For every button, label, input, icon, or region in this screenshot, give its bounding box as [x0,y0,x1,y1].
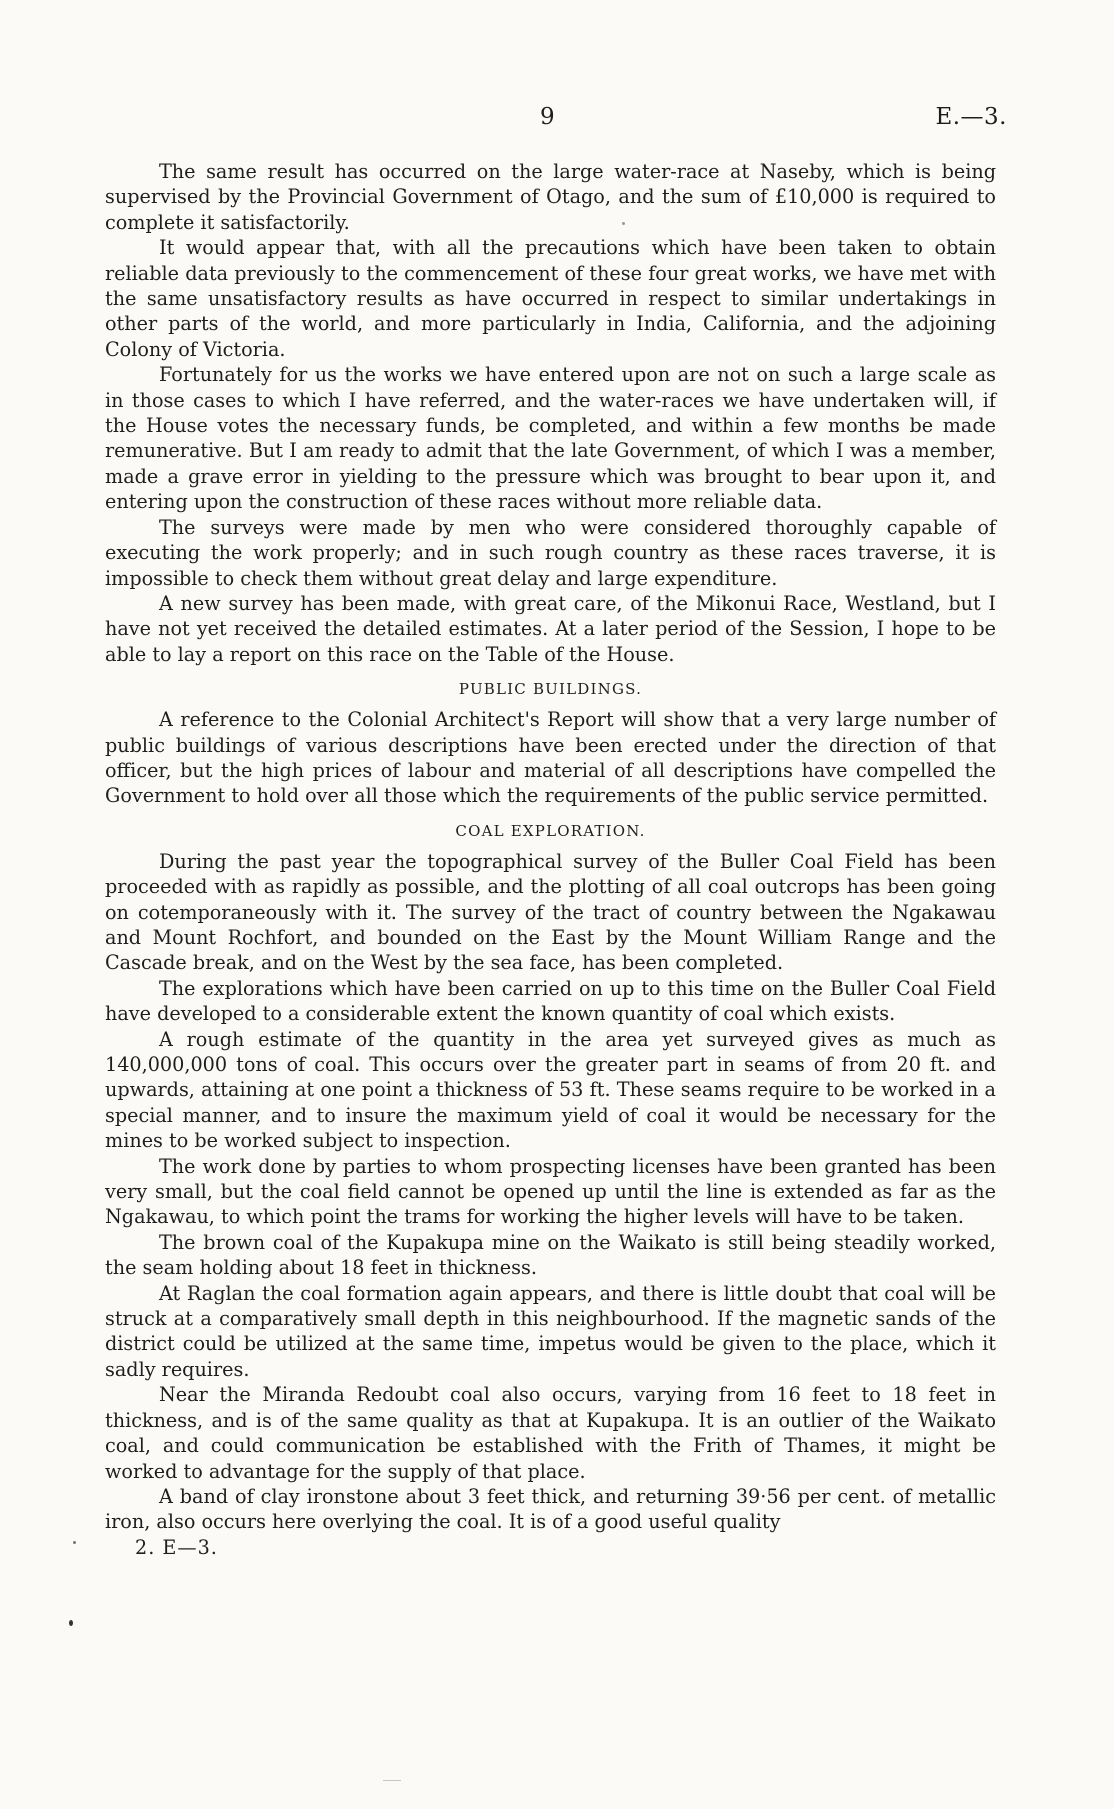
margin-mark [69,1620,73,1626]
paragraph: The surveys were made by men who were considered thoroughly capable of executing the work properly; and in such rough country as these races traverse, it is impossible to check them without great delay and large expenditure. [105,515,996,590]
paragraph: A rough estimate of the quantity in the area yet surveyed gives as much as 140,000,000 tons of coal. This occurs over the greater part in seams of from 20 ft. and upwards, attaining at one point a thickness of 53 ft. These seams require to be worked in a special manner, and to insure the maximum yield of coal it would be necessary for the mines to be worked subject to inspection. [105,1027,996,1153]
paragraph: It would appear that, with all the precautions which have been taken to obtain reliable data previously to the commencement of these four great works, we have met with the same unsatisfactory results as have occurred in respect to similar undertakings in other parts of the world, and more particularly in India, California, and the adjoining Colony of Victoria. [105,236,996,361]
section-heading-coal-exploration: COAL EXPLORATION. [455,821,646,840]
document-reference: E.—3. [935,104,1007,130]
margin-mark [73,1541,76,1544]
section-heading-public-buildings: PUBLIC BUILDINGS. [458,680,643,699]
paragraph: A reference to the Colonial Architect's Report will show that a very large number of public buildings of various descriptions have been erected under the direction of that officer, but the high prices of labour and material of all descriptions have compelled the Government to hold over all those which the requirements of the public service permitted. [105,708,996,808]
body-text [105,159,996,1560]
paragraph: During the past year the topographical survey of the Buller Coal Field has been proceeded with as rapidly as possible, and the plotting of all coal outcrops has been going on cotemporaneously with it. The survey of the tract of country between the Ngakawau and Mount Rochfort, and bounded on the East by the Mount William Range and the Cascade break, and on the West by the sea face, has been completed. [105,849,996,975]
paragraph: Near the Miranda Redoubt coal also occurs, varying from 16 feet to 18 feet in thickness, and is of the same quality as that at Kupakupa. It is an outlier of the Waikato coal, and could communication be established with the Frith of Thames, it might be worked to advantage for the supply of that place. [105,1383,996,1483]
print-speck [622,222,625,225]
paragraph: At Raglan the coal formation again appears, and there is little doubt that coal will be struck at a comparatively small depth in this neighbourhood. If the magnetic sands of the district could be utilized at the same time, impetus would be given to the place, which it sadly requires. [105,1281,996,1381]
bottom-rule [383,1780,401,1781]
page-number: 9 [540,104,555,130]
sheet-signature: 2. E—3. [135,1535,218,1559]
paragraph: The same result has occurred on the large water-race at Naseby, which is being supervised by the Provincial Government of Otago, and the sum of £10,000 is required to complete it satisfactorily. [105,160,996,234]
paragraph: Fortunately for us the works we have entered upon are not on such a large scale as in those cases to which I have referred, and the water-races we have undertaken will, if the House votes the necessary funds, be completed, and within a few months be made remunerative. But I am ready to admit that the late Government, of which I was a member, made a grave error in yielding to the pressure which was brought to bear upon it, and entering upon the construction of these races without more reliable data. [105,363,996,514]
paragraph: A band of clay ironstone about 3 feet thick, and returning 39·56 per cent. of metallic iron, also occurs here overlying the coal. It is of a good useful quality [105,1484,996,1534]
paragraph: A new survey has been made, with great care, of the Mikonui Race, Westland, but I have not yet received the detailed estimates. At a later period of the Session, I hope to be able to lay a report on this race on the Table of the House. [105,591,996,666]
paragraph: The brown coal of the Kupakupa mine on the Waikato is still being steadily worked, the seam holding about 18 feet in thickness. [105,1230,996,1280]
paragraph: The work done by parties to whom prospecting licenses have been granted has been very small, but the coal field cannot be opened up until the line is extended as far as the Ngakawau, to which point the trams for working the higher levels will have to be taken. [105,1154,996,1229]
paragraph: The explorations which have been carried on up to this time on the Buller Coal Field have developed to a considerable extent the known quantity of coal which exists. [105,976,996,1026]
